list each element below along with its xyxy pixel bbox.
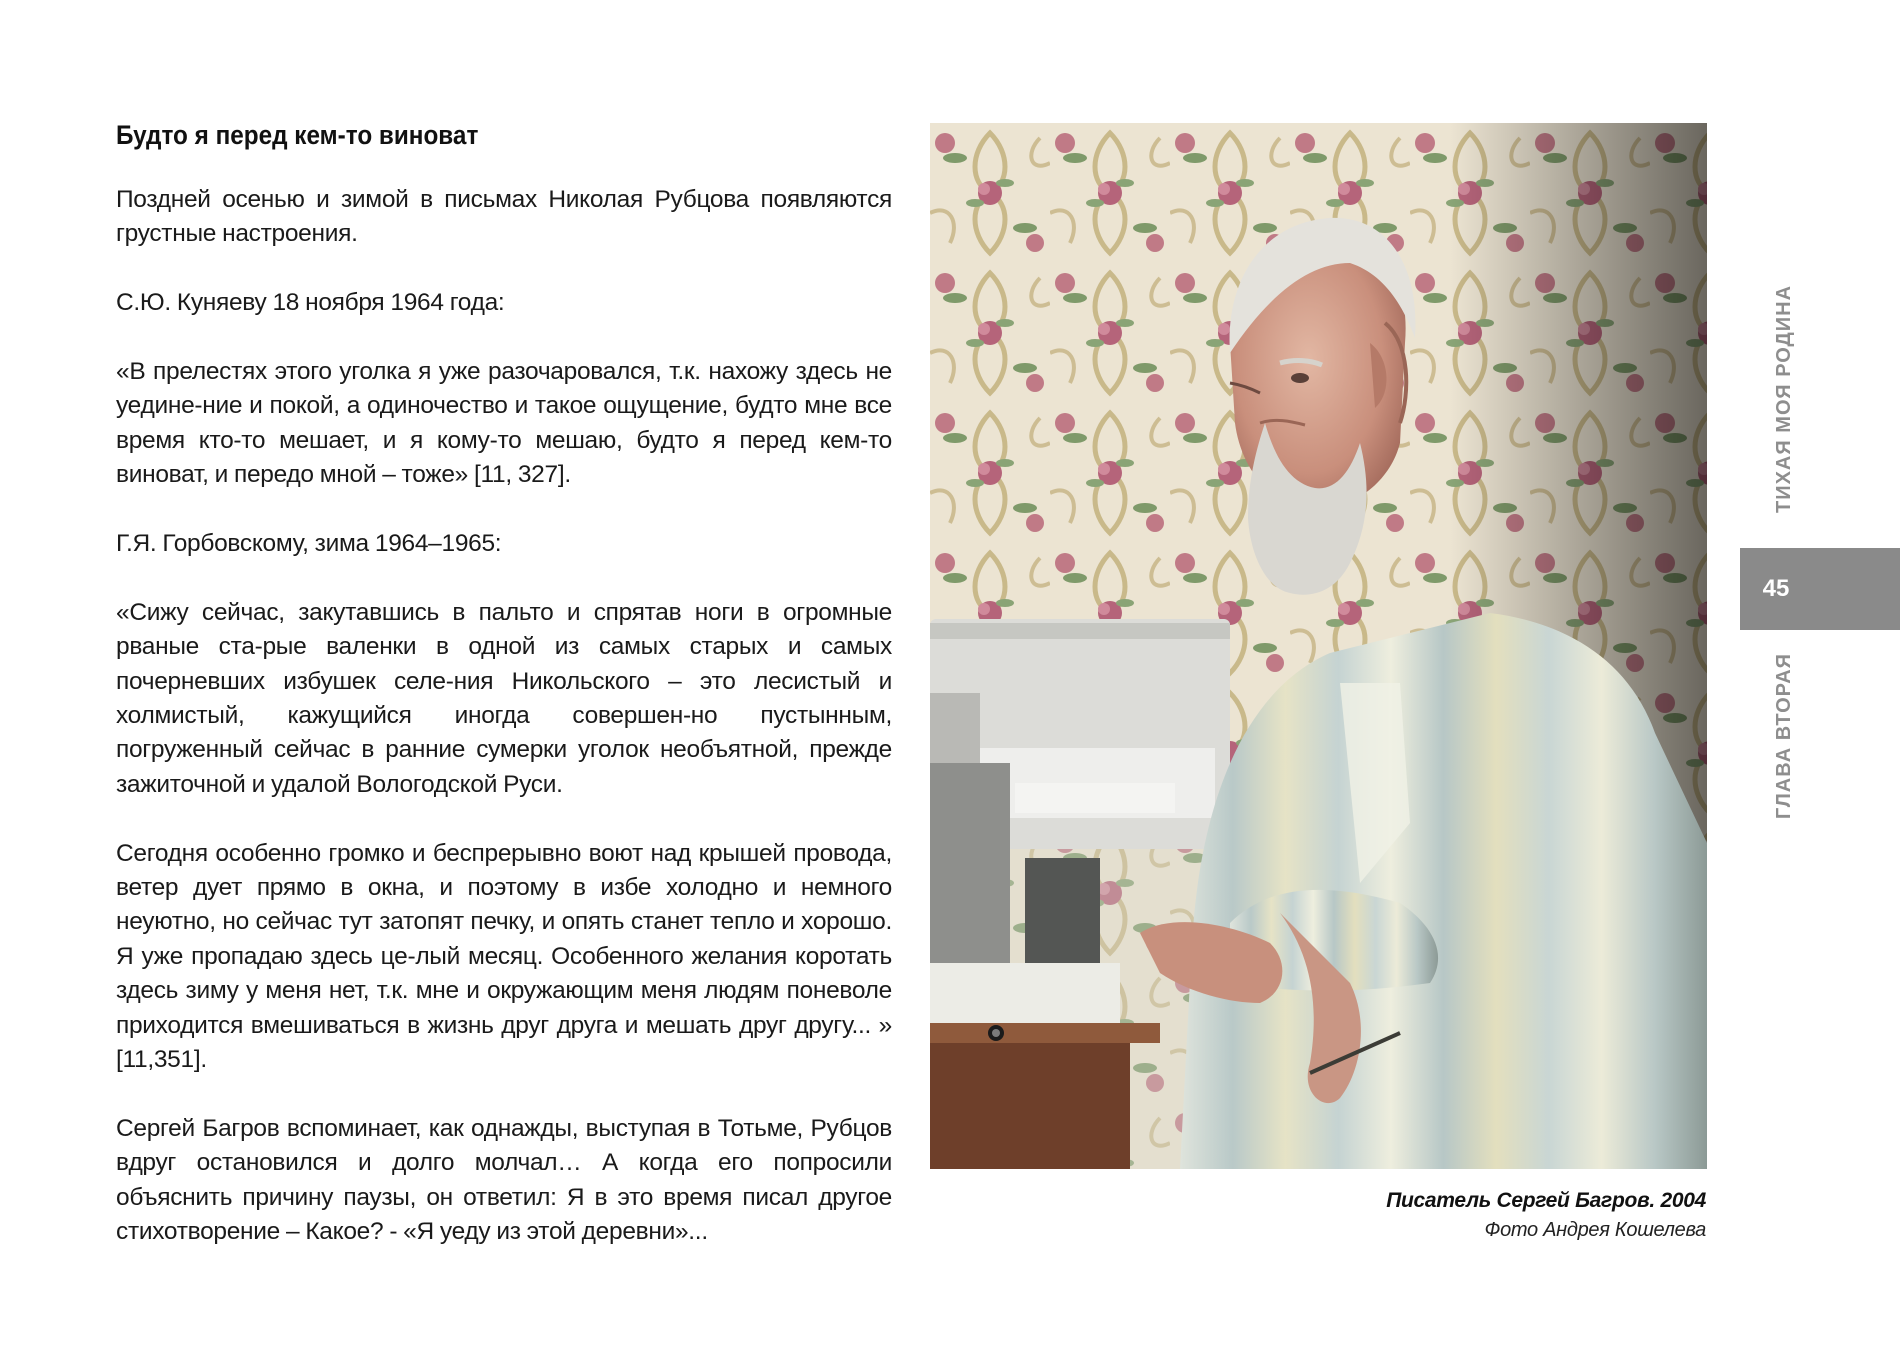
photo-caption: [1386, 1187, 1706, 1245]
portrait-photo: [930, 123, 1707, 1169]
photo-caption-credit: Фото Андрея Кошелева: [1484, 1219, 1706, 1241]
article-column: [116, 118, 892, 1284]
paragraph-addressee-kunyaev: С.Ю. Куняеву 18 ноября 1964 года:: [116, 289, 505, 317]
paragraph-quote-kunyaev: «В прелестях этого уголка я уже разочаровался, т.к. нахожу здесь не уедине-ние и покой, а одиночество и такое ощущение, будто мне все время кто-то мешает, и я кому-то мешаю, будто я перед кем-то виноват, и передо мной – тоже» [11, 327].: [116, 358, 892, 489]
section-running-title: ТИХАЯ МОЯ РОДИНА: [1773, 284, 1795, 513]
chapter-running-title: ГЛАВА ВТОРАЯ: [1773, 652, 1795, 820]
paragraph-bagrov-recollection: Сергей Багров вспоминает, как однажды, выступая в Тотьме, Рубцов вдруг остановился и долго молчал… А когда его попросили объяснить причину паузы, он ответил: Я в это время писал другое стихотворение – Какое? - «Я уеду из этой деревни»...: [116, 1114, 892, 1246]
paragraph-intro: Поздней осенью и зимой в письмах Николая Рубцова появляются грустные настроения.: [116, 186, 892, 248]
article-heading: Будто я перед кем-то виноват: [116, 120, 479, 150]
paragraph-quote-gorbovsky-1: «Сижу сейчас, закутавшись в пальто и спрятав ноги в огромные рваные ста-рые валенки в одной из самых старых и самых почерневших избушек селе-ния Никольского – это лесистый и холмистый, кажущийся иногда совершен-но пустынным, погруженный сейчас в ранние сумерки уголок необъятной, прежде зажиточной и удалой Вологодской Руси.: [116, 598, 892, 798]
paragraph-addressee-gorbovsky: Г.Я. Горбовскому, зима 1964–1965:: [116, 530, 502, 558]
page-number: 45: [1762, 575, 1790, 602]
photo-caption-title: Писатель Сергей Багров. 2004: [1386, 1189, 1706, 1212]
paragraph-quote-gorbovsky-2: Сегодня особенно громко и беспрерывно воют над крышей провода, ветер дует прямо в окна, и поэтому в избе холодно и немного неуютно, но сейчас тут затопят печку, и опять станет тепло и хорошо. Я уже пропадаю здесь це-лый месяц. Особенного желания коротать здесь зиму у меня нет, т.к. мне и окружающим меня людям поневоле приходится вмешиваться в жизнь друг друга и мешать друг другу... » [11,351].: [116, 839, 892, 1074]
